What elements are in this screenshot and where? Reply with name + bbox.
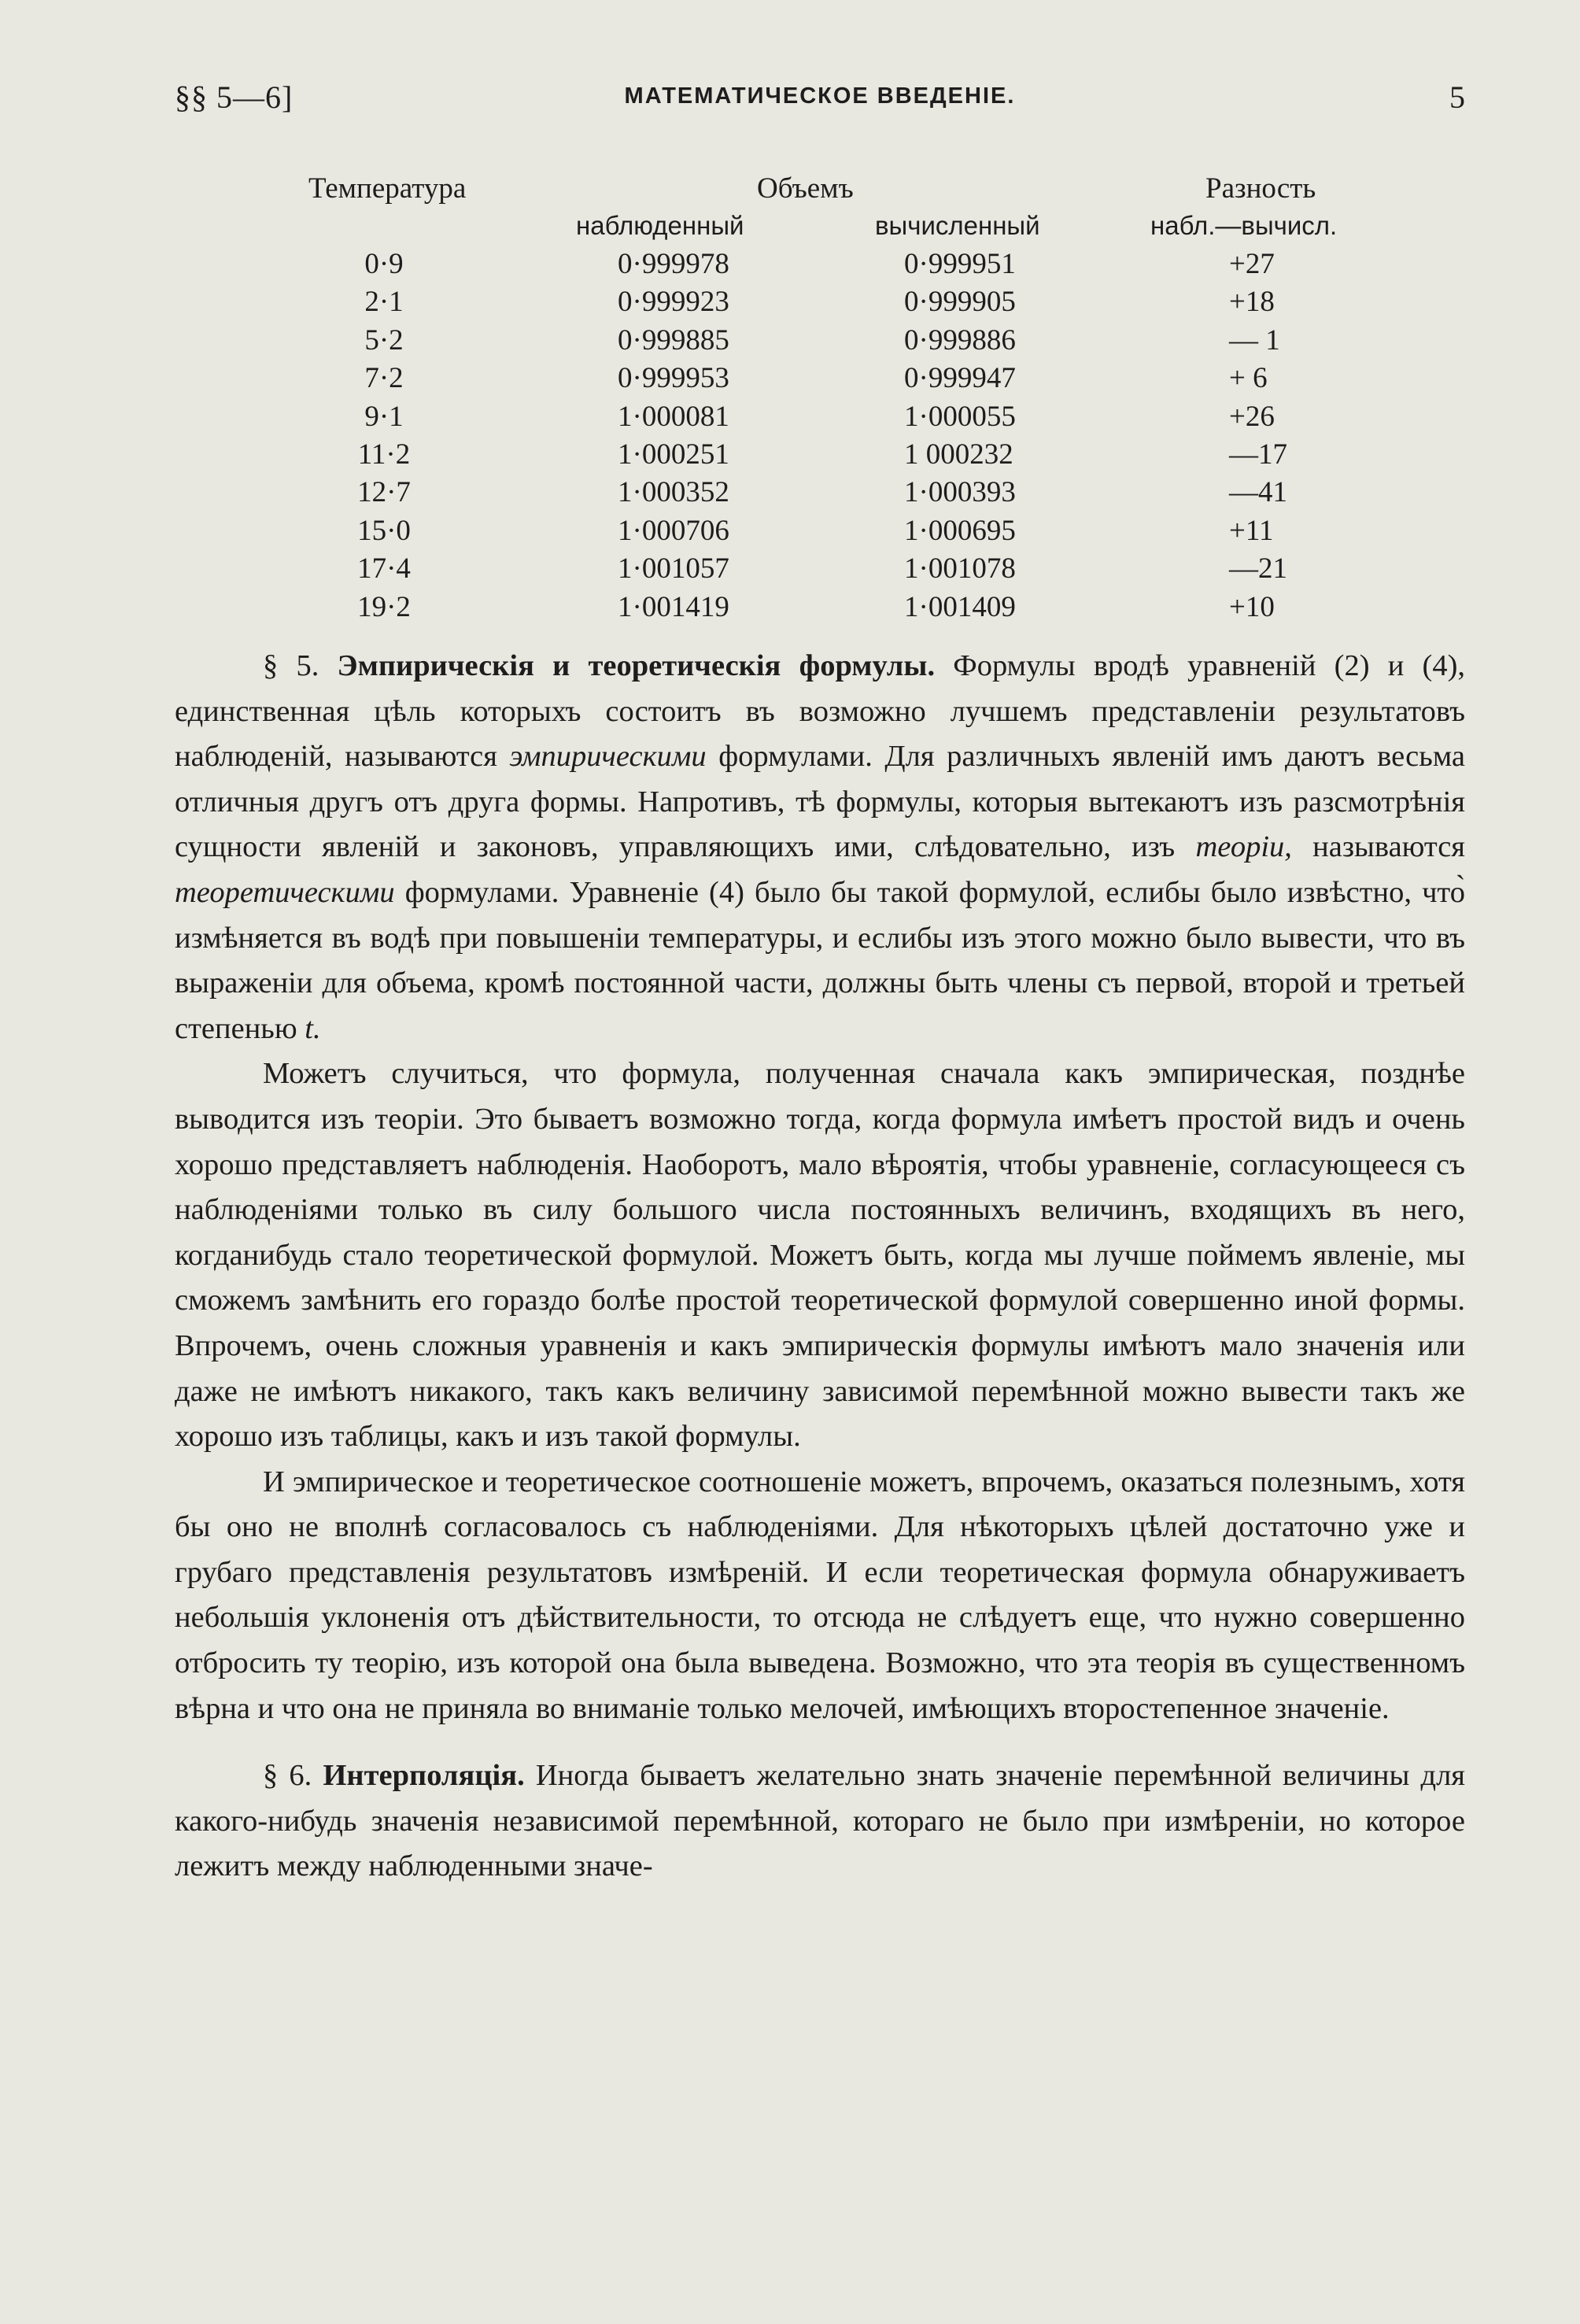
cell-temperature: 0·9	[364, 248, 404, 280]
cell-temperature: 17·4	[357, 552, 411, 586]
cell-calculated: 1·000695	[904, 514, 1016, 547]
table-row	[175, 475, 1465, 513]
text-run: Иногда бываетъ желательно знать значеніе перемѣнной величины для какого-нибудь значенія независимой перемѣнной, котораго не было при измѣреніи, но которое лежитъ между наблюденными значе-	[175, 1759, 1465, 1883]
cell-difference: +27	[1229, 248, 1275, 280]
cell-difference: — 1	[1229, 323, 1280, 357]
cell-difference: +26	[1229, 400, 1275, 433]
cell-difference: +11	[1229, 514, 1274, 547]
section-5-number: § 5.	[263, 649, 319, 682]
table-row	[175, 361, 1465, 399]
table-row	[175, 285, 1465, 323]
cell-difference: —21	[1229, 552, 1287, 586]
cell-difference: —17	[1229, 438, 1287, 471]
emphasis: теоретическими	[175, 875, 395, 909]
cell-calculated: 0·999947	[904, 362, 1016, 395]
cell-calculated: 1·001409	[904, 590, 1016, 623]
running-header	[175, 79, 1465, 126]
cell-difference: +18	[1229, 286, 1275, 319]
section-5-paragraph-1	[175, 644, 1465, 1051]
header-temperature: Температура	[308, 172, 467, 205]
cell-temperature: 2·1	[364, 286, 404, 319]
text-run: Формулы вродѣ уравненій (2) и (4), единственная цѣль которыхъ состоитъ въ возможно лучшемъ представленіи результатовъ наблюденій, называются	[175, 649, 1466, 774]
cell-difference: +10	[1229, 590, 1275, 623]
cell-temperature: 19·2	[357, 590, 411, 623]
cell-temperature: 11·2	[357, 438, 411, 471]
cell-observed: 1·000081	[618, 400, 729, 433]
cell-observed: 1·000352	[618, 476, 729, 509]
section-range: §§ 5—6]	[175, 79, 293, 115]
cell-calculated: 1·000393	[904, 476, 1016, 509]
cell-calculated: 1·001078	[904, 552, 1016, 586]
section-6-paragraph-1	[175, 1753, 1465, 1890]
cell-temperature: 12·7	[357, 476, 411, 509]
cell-observed: 1·000251	[618, 438, 729, 471]
cell-observed: 1·001057	[618, 552, 729, 586]
cell-observed: 0·999978	[618, 248, 729, 280]
emphasis: теоріи,	[1195, 830, 1292, 864]
cell-calculated: 1 000232	[904, 438, 1013, 471]
cell-calculated: 0·999905	[904, 286, 1016, 319]
cell-temperature: 9·1	[364, 400, 404, 433]
header-difference: Разность	[1205, 172, 1316, 205]
table-row	[175, 552, 1465, 589]
cell-observed: 0·999885	[618, 323, 729, 357]
table-row	[175, 438, 1465, 475]
emphasis: эмпирическими	[509, 740, 707, 774]
text-run: формулами. Уравненіе (4) было бы такой формулой, еслибы было извѣстно, что̀ измѣняется въ водѣ при повышеніи температуры, и еслибы изъ этого можно было вывести, что въ выраженіи для объема, кромѣ постоянной части, должны быть члены съ первой, второй и третьей степенью	[175, 875, 1466, 1045]
cell-temperature: 15·0	[357, 514, 411, 547]
table-row	[175, 514, 1465, 552]
cell-difference: + 6	[1229, 362, 1268, 395]
section-5-title: Эмпирическія и теоретическія формулы.	[337, 649, 936, 682]
text-run: формулами. Для различныхъ явленій имъ даютъ весьма отличныя другъ отъ друга формы. Напротивъ, тѣ формулы, которыя вытекаютъ изъ разсмотрѣнія сущности явленій и законовъ, управляющихъ ими, слѣдовательно, изъ	[175, 740, 1466, 864]
table-row	[175, 400, 1465, 438]
subheader-observed: наблюденный	[576, 211, 744, 240]
body-text	[175, 644, 1465, 1890]
running-title: МАТЕМАТИЧЕСКОЕ ВВЕДЕНІЕ.	[624, 83, 1016, 109]
cell-temperature: 7·2	[364, 362, 404, 395]
table-row	[175, 247, 1465, 285]
subheader-diff: набл.—вычисл.	[1150, 211, 1338, 240]
page-number: 5	[1449, 79, 1465, 115]
header-volume: Объемъ	[757, 172, 854, 205]
subheader-calculated: вычисленный	[875, 211, 1040, 240]
cell-observed: 1·001419	[618, 590, 729, 623]
cell-difference: —41	[1229, 476, 1287, 509]
section-6-number: § 6.	[263, 1759, 312, 1793]
cell-temperature: 5·2	[364, 323, 404, 357]
table-row	[175, 323, 1465, 361]
section-5-paragraph-2: Можетъ случиться, что формула, полученная сначала какъ эмпирическая, позднѣе выводится изъ теоріи. Это бываетъ возможно тогда, когда формула имѣетъ простой видъ и очень хорошо представляетъ наблюденія. Наоборотъ, мало вѣроятія, чтобы уравненіе, согласующееся съ наблюденіями только въ силу большого числа постоянныхъ величинъ, входящихъ въ него, когданибудь стало теоретической формулой. Можетъ быть, когда мы лучше поймемъ явленіе, мы сможемъ замѣнить его гораздо болѣе простой теоретической формулой совершенно иной формы. Впрочемъ, очень сложныя уравненія и какъ эмпирическія формулы имѣютъ мало значенія или даже не имѣютъ никакого, такъ какъ величину зависимой перемѣнной можно вывести такъ же хорошо изъ таблицы, какъ и изъ такой формулы.	[175, 1057, 1465, 1454]
table-rows	[175, 247, 1465, 628]
section-6-title: Интерполяція.	[323, 1759, 525, 1793]
table-row	[175, 590, 1465, 628]
section-5-paragraph-3: И эмпирическое и теоретическое соотношеніе можетъ, впрочемъ, оказаться полезнымъ, хотя бы оно не вполнѣ согласовалось съ наблюденіями. Для нѣкоторыхъ цѣлей достаточно уже и грубаго представленія результатовъ измѣреній. И если теоретическая формула обнаруживаетъ небольшія уклоненія отъ дѣйствительности, то отсюда не слѣдуетъ еще, что нужно совершенно отбросить ту теорію, изъ которой она была выведена. Возможно, что эта теорія въ существенномъ вѣрна и что она не приняла во вниманіе только мелочей, имѣющихъ второстепенное значеніе.	[175, 1465, 1465, 1725]
cell-calculated: 1·000055	[904, 400, 1016, 433]
cell-observed: 0·999953	[618, 362, 729, 395]
cell-calculated: 0·999951	[904, 248, 1016, 280]
cell-calculated: 0·999886	[904, 323, 1016, 357]
emphasis: t.	[305, 1011, 321, 1045]
cell-observed: 0·999923	[618, 286, 729, 319]
text-run: называются	[1312, 830, 1466, 864]
cell-observed: 1·000706	[618, 514, 729, 547]
